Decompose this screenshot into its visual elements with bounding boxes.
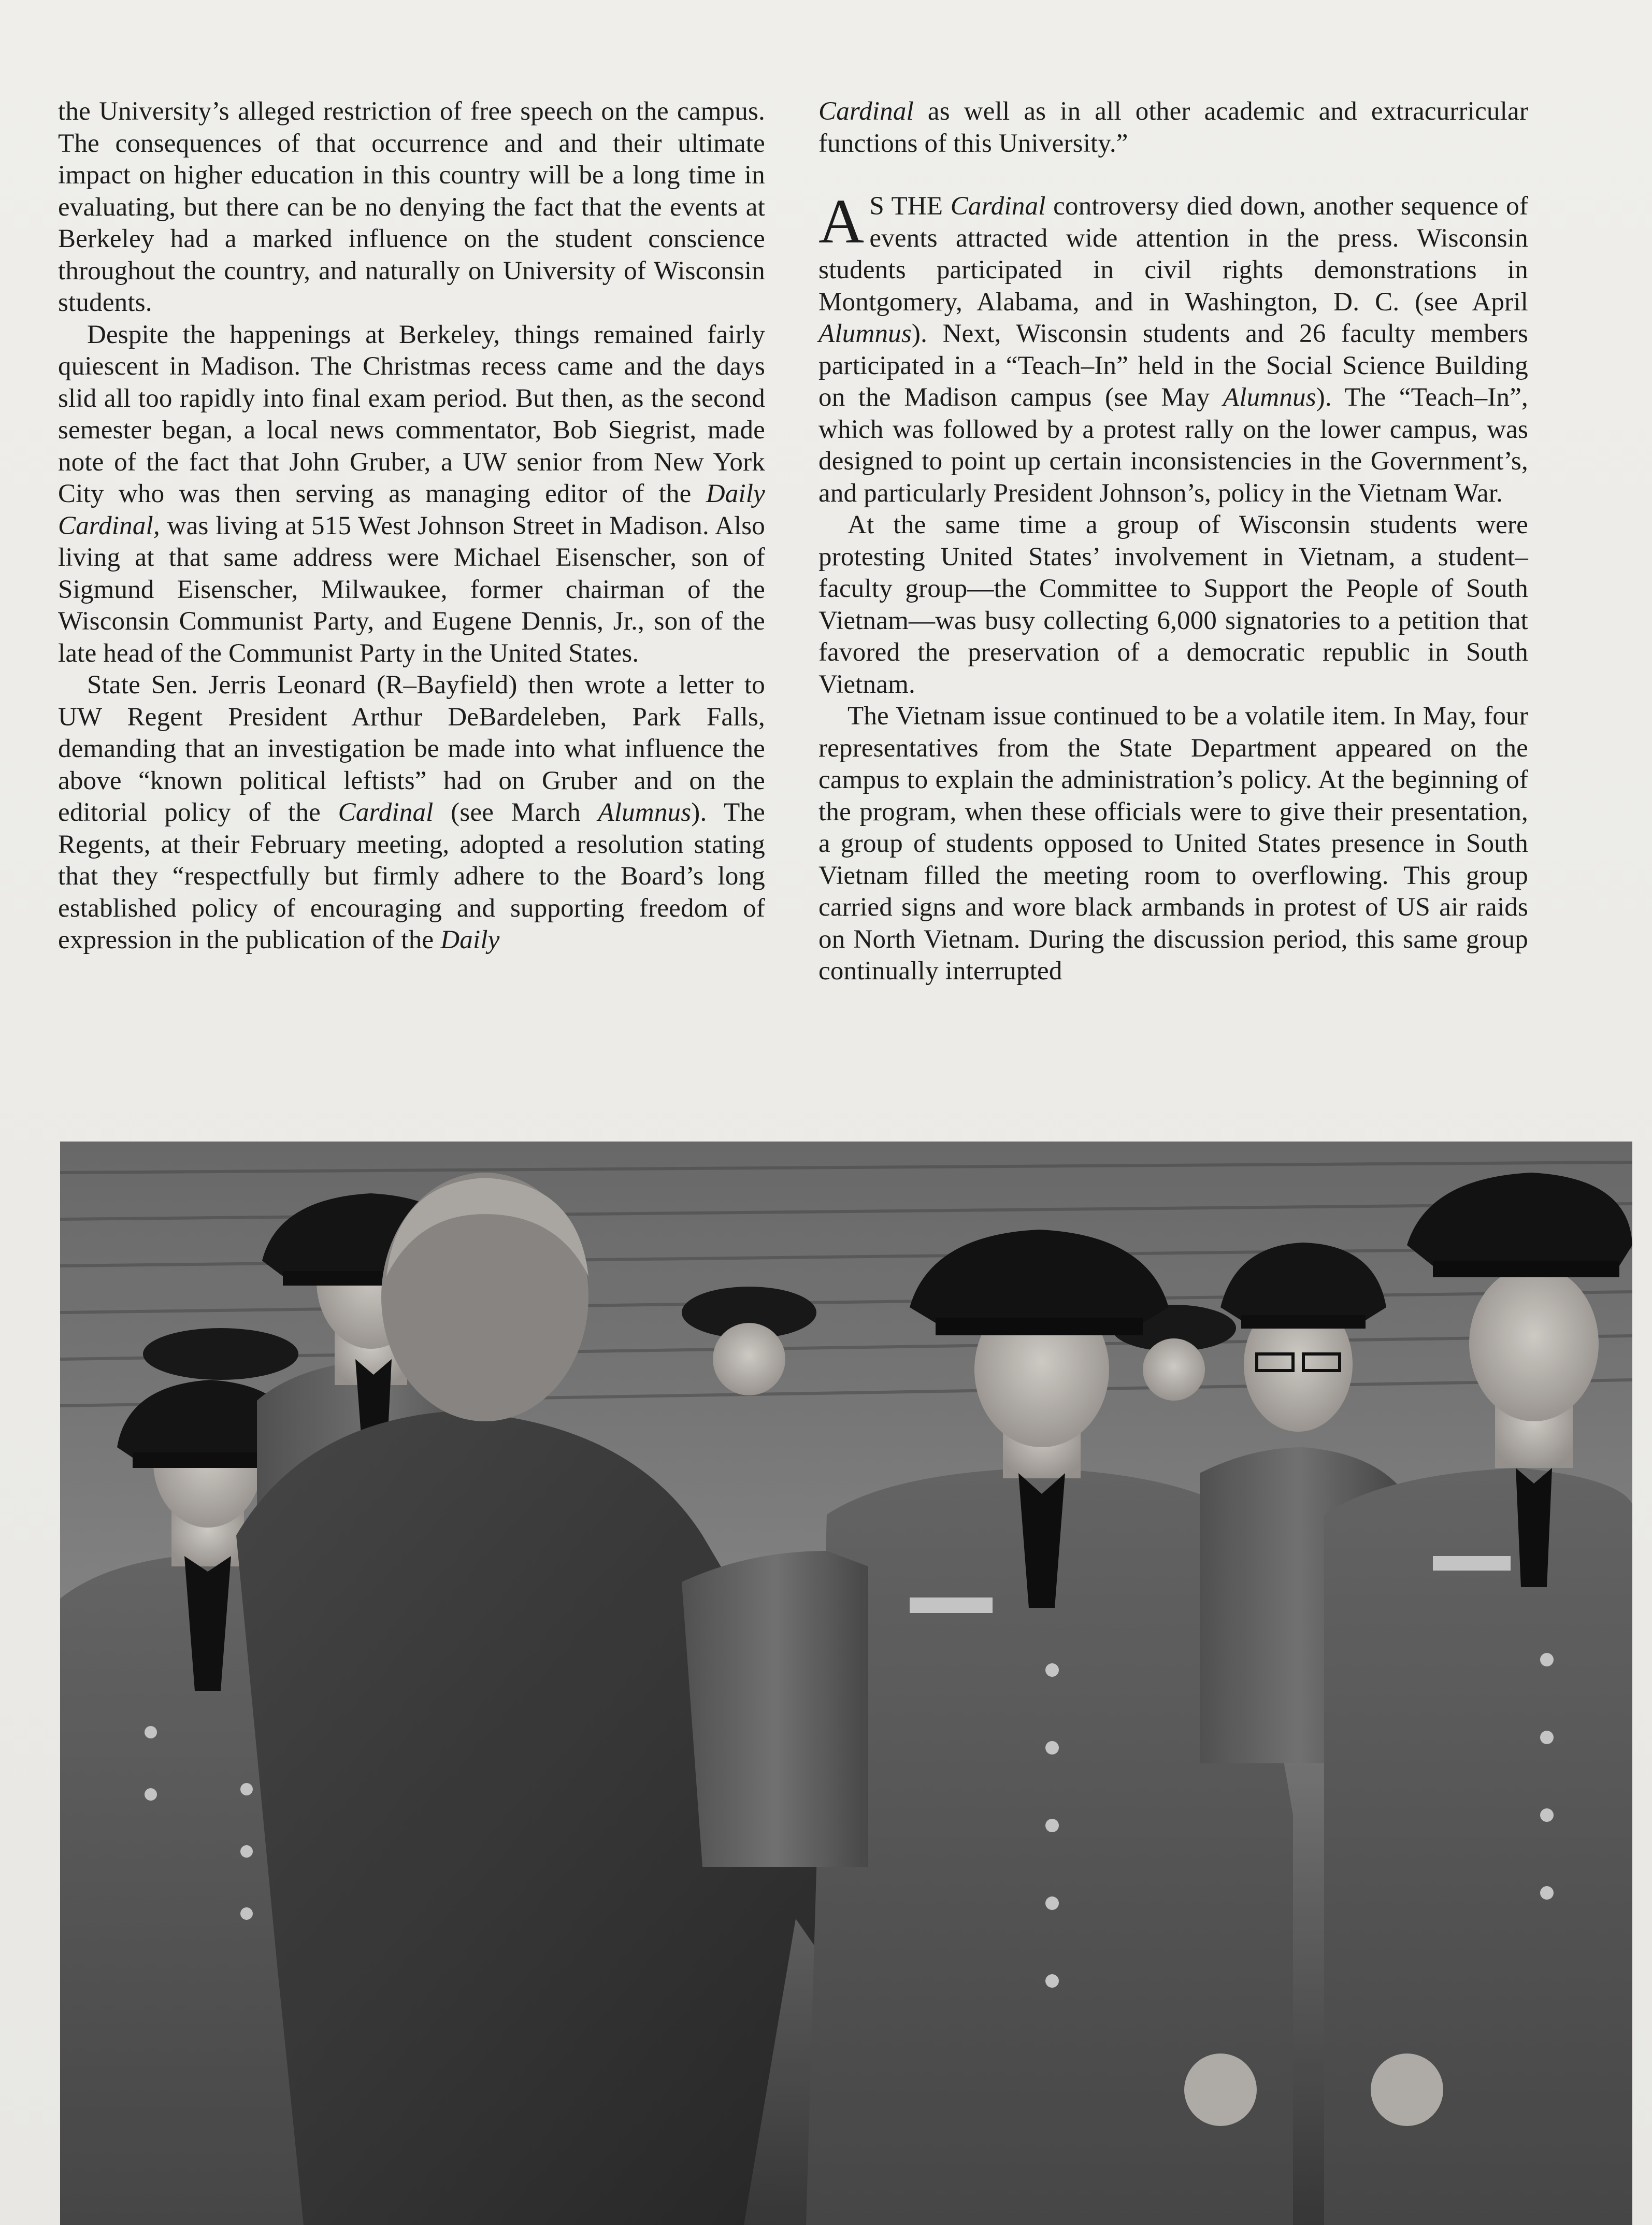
paragraph-gap [818,160,1528,191]
left-p3-end: ). The Regents, at their February meeting, adopted a resolution stating that they “respectfully but firmly adhere to the Board’s long established policy of encouraging and supporting freedom of expression in the publication of the [58,798,765,954]
left-p3-italic-3: Daily [440,925,500,954]
left-text-column [58,96,765,957]
right-p1-text: as well as in all other academic and extracurricular functions of this University.” [818,97,1528,158]
right-paragraph-3 [818,509,1528,701]
right-paragraph-4 [818,701,1528,988]
left-paragraph-3 [58,669,765,957]
right-p2-italic-2: Alumnus [818,319,912,348]
left-p2-text: Despite the happenings at Berkeley, things remained fairly quiescent in Madison. The Christmas recess came and the days slid all too rapidly into final exam period. But then, as the second semester began, a local news commentator, Bob Siegrist, made note of the fact that John Gruber, a UW senior from New York City who was then serving as managing editor of the [58,320,765,508]
right-p1-italic: Cardinal [818,97,914,126]
left-p3-italic-2: Alumnus [598,798,692,827]
right-p2-italic-3: Alumnus [1223,383,1316,412]
right-text-column [818,96,1528,988]
left-p2-italic: Daily Cardinal, [58,479,765,540]
right-p2-c: ). The “Teach–In”, which was followed by a protest rally on the lower campus, was designed to point up certain inconsistencies in the Government’s, and particularly President Johnson’s, policy in the Vietnam War. [818,383,1528,508]
right-p2-start: S THE [869,192,943,221]
left-p3-mid: (see March [451,798,581,827]
drop-cap: A [818,187,865,256]
right-p2-b: ). Next, Wisconsin students and 26 faculty members participated in a “Teach–In” held in the Social Science Building on the Madison campus (see May [818,319,1528,412]
cadets-photograph [60,1142,1632,2225]
left-p3-text: State Sen. Jerris Leonard (R–Bayfield) then wrote a letter to UW Regent President Arthur DeBardeleben, Park Falls, demanding that an investigation be made into what influence the above “known political leftists” had on Gruber and on the editorial policy of the [58,671,765,827]
left-p2-end: was living at 515 West Johnson Street in Madison. Also living at that same address were Michael Eisenscher, son of Sigmund Eisenscher, Milwaukee, former chairman of the Wisconsin Communist Party, and Eugene Dennis, Jr., son of the late head of the Communist Party in the United States. [58,511,765,668]
right-p4-text: The Vietnam issue continued to be a volatile item. In May, four representatives from the State Department appeared on the campus to explain the administration’s policy. At the beginning of the program, when these officials were to give their presentation, a group of students opposed to United States presence in South Vietnam filled the meeting room to overflowing. This group carried signs and wore black armbands in protest of US air raids on North Vietnam. During the discussion period, this same group continually interrupted [818,702,1528,986]
right-paragraph-2 [818,187,1529,509]
left-p3-italic-1: Cardinal [338,798,434,827]
right-p3-text: At the same time a group of Wisconsin students were protesting United States’ involvement in Vietnam, a student–faculty group—the Committee to Support the People of South Vietnam—was busy collecting 6,000 signatories to a petition that favored the preservation of a democratic republic in South Vietnam. [818,510,1528,699]
right-paragraph-1 [818,96,1528,160]
right-p2-italic-1: Cardinal [950,192,1046,221]
left-p1-text: the University’s alleged restriction of free speech on the campus. The consequences of that occurrence and and their ultimate impact on higher education in this country will be a long time in evaluating, but there can be no denying the fact that the events at Berkeley had a marked influence on the student conscience throughout the country, and naturally on University of Wisconsin students. [58,97,765,317]
left-paragraph-1 [58,96,765,319]
left-paragraph-2 [58,319,765,670]
right-p2-a: controversy died down, another sequence of events attracted wide attention in the press. Wisconsin students participated in civil rights demonstrations in Montgomery, Alabama, and in Washington, D. C. (see April [818,192,1529,317]
photo-illustration [60,1142,1632,2225]
